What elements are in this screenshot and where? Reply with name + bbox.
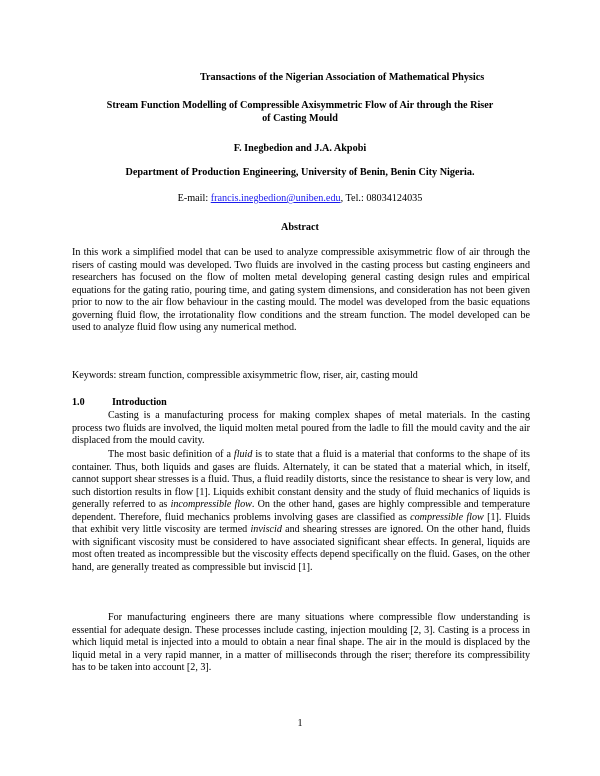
- title-line-1: Stream Function Modelling of Compressible Axisymmetric Flow of Air through the Riser: [106, 100, 494, 111]
- term-fluid: fluid: [233, 449, 253, 460]
- paragraph-2-text: and shearing stresses are ignored. On the other hand, fluids with significant viscosity must be considered to have associated significant shear effects. In general, liquids are most often treated as incompressible but the viscosity effects depend specifically on the fluid. Gases, on the other hand, are generally treated as compressible but inviscid [1].: [72, 524, 531, 573]
- term-compressible-flow: compressible flow: [410, 511, 484, 523]
- section-number: 1.0: [72, 397, 85, 408]
- paper-title: [60, 99, 540, 125]
- section-heading: [72, 397, 167, 408]
- paragraph-1: Casting is a manufacturing process for making complex shapes of metal materials. In the casting process two fluids are involved, the liquid molten metal poured from the ladle to fill the mould cavity and the air displaced from the mould cavity.: [72, 410, 530, 446]
- email-link[interactable]: francis.inegbedion@uniben.edu: [210, 193, 341, 204]
- term-incompressible-flow: incompressible flow: [170, 499, 252, 510]
- contact-line: [0, 193, 600, 204]
- page-number: 1: [297, 718, 303, 729]
- paragraph-2-text: is to state that a fluid is a material that conforms to the shape of its container. Thus, both liquids and gases are fluids. Alternately, it can be stated that a material which, in itself, cannot support shear stresses is a fluid. Thus, a fluid readily distorts, since the resistance to shear is very low, and such distortion results in flow [1]. Liquids exhibit constant density and the study of fluid mechanics of liquids is generally referred to as: [72, 449, 530, 510]
- paragraph-3: For manufacturing engineers there are many situations where compressible flow understanding is essential for adequate design. These processes include casting, injection moulding [2, 3]. Casting is a process in which liquid metal is injected into a mould to obtain a near final shape. The air in the mould is displaced by the liquid metal in a very rapid manner, in a matter of milliseconds through the riser; therefore its compressibility has to be taken into account [2, 3].: [72, 612, 530, 673]
- keywords: Keywords: stream function, compressible axisymmetric flow, riser, air, casting mould: [72, 370, 418, 381]
- paragraph-2-text: . On the other hand, gases are highly compressible and temperature dependent. Therefore, fluid mechanics problems involving gases are classified as: [72, 499, 531, 523]
- affiliation: Department of Production Engineering, University of Benin, Benin City Nigeria.: [125, 167, 475, 178]
- paragraph-2-text: The most basic definition of a: [108, 449, 234, 460]
- abstract-text: In this work a simplified model that can be used to analyze compressible axisymmetric flow of air through the risers of casting mould was developed. Two fluids are involved in the casting process but casting engineers and researchers has focused on the flow of molten metal developing general casting design rules and empirical equations for the gating ratio, pouring time, and gating system dimensions, and consideration has not been given prior to now to the air flow behaviour in the casting mould. The model was developed from the basic equations governing fluid flow, the irrotationality flow conditions and the stream function. The model developed can be used to analyze fluid flow using any numerical method.: [72, 247, 530, 333]
- title-line-2: of Casting Mould: [262, 113, 338, 124]
- term-inviscid: inviscid: [250, 524, 282, 535]
- paragraph-2: [72, 449, 530, 574]
- author-list: F. Inegbedion and J.A. Akpobi: [233, 143, 367, 154]
- journal-header: Transactions of the Nigerian Association of Mathematical Physics: [200, 72, 485, 83]
- telephone: , Tel.: 08034124035: [340, 193, 423, 204]
- section-title: Introduction: [112, 397, 167, 408]
- abstract-heading: Abstract: [281, 222, 319, 233]
- email-label: E-mail:: [177, 193, 209, 204]
- paragraph-2-text: [1]. Fluids that exhibit very little viscosity are termed: [72, 511, 530, 535]
